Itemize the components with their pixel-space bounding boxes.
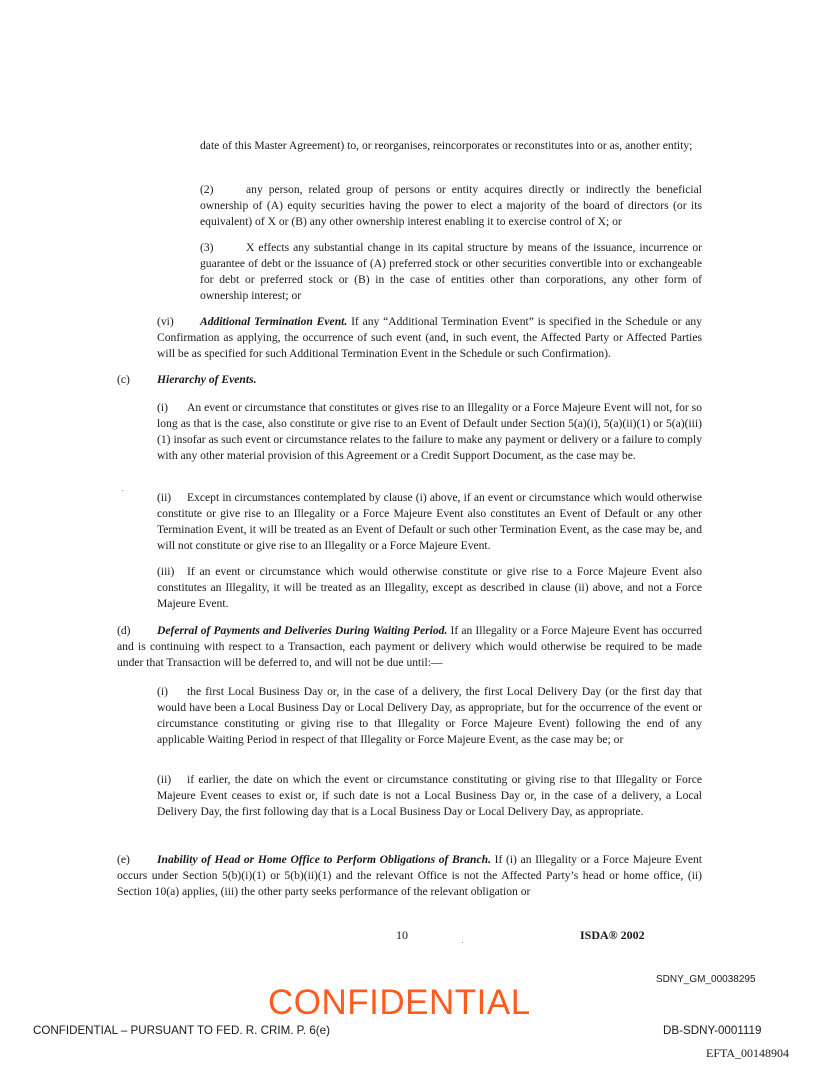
confidential-stamp: CONFIDENTIAL: [268, 983, 531, 1022]
clause-vi-paragraph: [157, 314, 702, 362]
clause-number: (i): [157, 685, 168, 698]
efta-number: EFTA_00148904: [706, 1046, 790, 1060]
confidential-notice: CONFIDENTIAL – PURSUANT TO FED. R. CRIM. P. 6(e): [33, 1024, 330, 1037]
clause-3-paragraph: [200, 240, 702, 304]
section-number: (d): [117, 624, 131, 637]
section-d-paragraph: [117, 623, 702, 671]
continuation-paragraph: [200, 138, 702, 154]
scan-speck: [122, 490, 123, 491]
paragraph-text: date of this Master Agreement) to, or reorganises, reincorporates or reconstitutes into or as, another entity;: [200, 139, 693, 152]
db-bates-number: DB-SDNY-0001119: [663, 1024, 762, 1037]
clause-number: (2): [200, 183, 214, 196]
clause-number: (iii): [157, 565, 175, 578]
clause-heading: Additional Termination Event.: [200, 315, 348, 328]
paragraph-text: If an event or circumstance which would otherwise constitute or give rise to a Force Majeure Event also constitutes an Illegality, it will be treated as an Illegality, except as described in clause (ii) above, and not a Force Majeure Event.: [157, 565, 702, 610]
paragraph-text: An event or circumstance that constitutes or gives rise to an Illegality or a Force Majeure Event will not, for so long as that is the case, also constitute or give rise to an Event of Default under Section 5(a)(i), 5(a)(ii)(1) or 5(a)(iii)(1) insofar as such event or circumstance relates to the failure to make any payment or delivery or a failure to comply with any other material provision of this Agreement or a Credit Support Document, as the case may be.: [157, 401, 702, 462]
section-e-paragraph: [117, 852, 702, 900]
paragraph-text: If an Illegality or a Force Majeure Event has occurred and is continuing with respect to a Transaction, each payment or delivery which would otherwise be required to be made under that Transaction will be deferred to, and will not be due until:—: [117, 624, 702, 669]
section-heading: Inability of Head or Home Office to Perform Obligations of Branch.: [157, 853, 491, 866]
isda-footer-mark: ISDA® 2002: [580, 928, 645, 942]
clause-number: (ii): [157, 491, 172, 504]
page-number: 10: [396, 928, 408, 942]
section-c-ii-paragraph: [157, 490, 702, 554]
clause-number: (3): [200, 241, 214, 254]
clause-2-paragraph: [200, 182, 702, 230]
bates-number: SDNY_GM_00038295: [656, 974, 756, 985]
paragraph-text: X effects any substantial change in its capital structure by means of the issuance, incurrence or guarantee of debt or the issuance of (A) preferred stock or other securities convertible into or exchangeable for debt or preferred stock or (B) in the case of entities other than corporations, any other form of ownership interest; or: [200, 241, 702, 302]
clause-number: (i): [157, 401, 168, 414]
section-c-i-paragraph: [157, 400, 702, 464]
clause-number: (vi): [157, 315, 174, 328]
section-number: (c): [117, 373, 130, 386]
section-c-heading: [117, 372, 702, 388]
paragraph-text: If any “Additional Termination Event” is specified in the Schedule or any Confirmation as applying, the occurrence of such event (and, in such event, the Affected Party or Affected Parties will be as specified for such Additional Termination Event in the Schedule or such Confirmation).: [157, 315, 702, 360]
scan-speck: [462, 942, 463, 943]
paragraph-text: any person, related group of persons or entity acquires directly or indirectly the beneficial ownership of (A) equity securities having the power to elect a majority of the board of directors (or its equivalent) of X or (B) any other ownership interest enabling it to exercise control of X; or: [200, 183, 702, 228]
paragraph-text: if earlier, the date on which the event or circumstance constituting or giving rise to that Illegality or Force Majeure Event ceases to exist or, if such date is not a Local Business Day or, in the case of a delivery, a Local Delivery Day, the first following day that is a Local Business Day or Local Delivery Day, as appropriate.: [157, 773, 702, 818]
section-heading: Hierarchy of Events.: [157, 373, 257, 386]
paragraph-text: If (i) an Illegality or a Force Majeure Event occurs under Section 5(b)(i)(1) or 5(b)(ii)(1) and the relevant Office is not the Affected Party’s head or home office, (ii) Section 10(a) applies, (iii) the other party seeks performance of the relevant obligation or: [117, 853, 702, 898]
section-d-ii-paragraph: [157, 772, 702, 820]
paragraph-text: the first Local Business Day or, in the case of a delivery, the first Local Delivery Day (or the first day that would have been a Local Business Day or Local Delivery Day, as appropriate, but for the occurrence of the event or circumstance constituting or giving rise to that Illegality or Force Majeure Event) following the end of any applicable Waiting Period in respect of that Illegality or Force Majeure Event, as the case may be; or: [157, 685, 702, 746]
section-c-iii-paragraph: [157, 564, 702, 612]
section-d-i-paragraph: [157, 684, 702, 748]
section-heading: Deferral of Payments and Deliveries During Waiting Period.: [157, 624, 448, 637]
paragraph-text: Except in circumstances contemplated by clause (i) above, if an event or circumstance which would otherwise constitute or give rise to an Illegality or a Force Majeure Event also constitutes an Event of Default or any other Termination Event, it will be treated as an Event of Default or such other Termination Event, as the case may be, and will not constitute or give rise to an Illegality or a Force Majeure Event.: [157, 491, 702, 552]
section-number: (e): [117, 853, 130, 866]
clause-number: (ii): [157, 773, 172, 786]
